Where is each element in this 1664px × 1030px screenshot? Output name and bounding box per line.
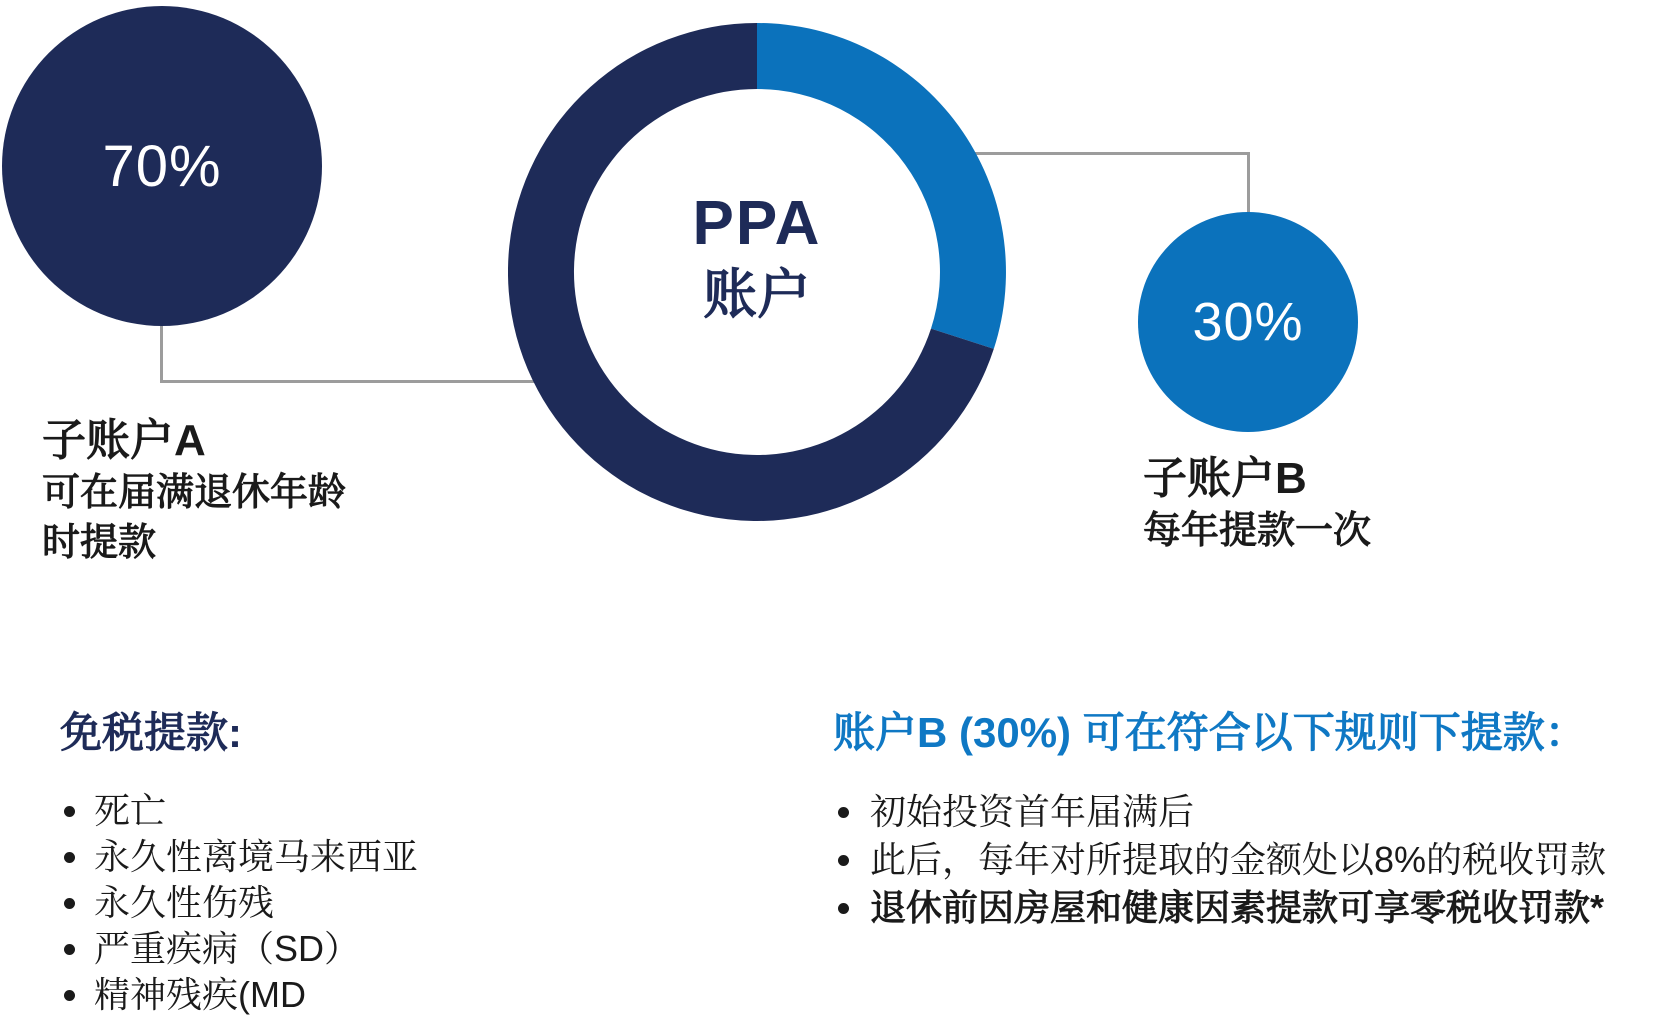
ppa-donut-chart (508, 23, 1006, 521)
tax-free-heading: 免税提款: (60, 709, 242, 756)
subaccount-b-label (1143, 452, 1371, 556)
bullet-dot-icon (64, 990, 75, 1001)
subaccount-a-label (42, 414, 346, 568)
tax-free-list-item (64, 834, 418, 880)
subaccount-a-desc-line2: 时提款 (42, 522, 157, 564)
subaccount-b-title: 子账户B (1143, 454, 1307, 503)
account-b-rules-item-text: 退休前因房屋和健康因素提款可享零税收罚款* (870, 887, 1605, 928)
bullet-dot-icon (64, 806, 75, 817)
subaccount-a-desc-line1: 可在届满退休年龄 (42, 472, 347, 514)
bullet-dot-icon (64, 852, 75, 863)
tax-free-list-item (64, 788, 418, 834)
account-b-rules-item (838, 836, 1606, 884)
bullet-dot-icon (838, 807, 849, 818)
subaccount-a-title: 子账户A (42, 416, 206, 465)
bullet-dot-icon (838, 855, 849, 866)
subaccount-b-percent: 30% (1192, 292, 1304, 352)
tax-free-list-item (64, 880, 418, 926)
tax-free-item-text: 精神残疾(MD (94, 974, 306, 1015)
subaccount-a-percent: 70% (102, 133, 222, 199)
account-b-rules-item-text: 初始投资首年届满后 (870, 791, 1195, 832)
account-b-rules-heading: 账户B (30%) 可在符合以下规则下提款： (833, 709, 1587, 756)
bullet-dot-icon (64, 898, 75, 909)
subaccount-b-desc-line1: 每年提款一次 (1143, 510, 1372, 552)
tax-free-item-text: 永久性离境马来西亚 (94, 836, 419, 877)
donut-center-label (508, 9, 1006, 507)
account-b-rules-item-text: 此后，每年对所提取的金额处以8%的税收罚款 (870, 839, 1607, 880)
donut-center-label-line2: 账户 (703, 265, 811, 326)
bullet-dot-icon (838, 903, 849, 914)
subaccount-a-circle (2, 6, 322, 326)
bullet-dot-icon (64, 944, 75, 955)
account-b-rules-list (838, 788, 1606, 932)
donut-center-label-line1: PPA (692, 189, 822, 259)
account-b-rules-item (838, 884, 1606, 932)
tax-free-list (64, 788, 418, 1018)
tax-free-list-item (64, 972, 418, 1018)
tax-free-item-text: 永久性伤残 (94, 882, 275, 923)
tax-free-list-item (64, 926, 418, 972)
tax-free-item-text: 严重疾病（SD） (94, 928, 361, 969)
tax-free-item-text: 死亡 (94, 790, 167, 831)
subaccount-b-circle (1138, 212, 1358, 432)
connector-b-vertical (1247, 152, 1250, 216)
connector-a-horizontal (160, 380, 556, 383)
account-b-rules-item (838, 788, 1606, 836)
